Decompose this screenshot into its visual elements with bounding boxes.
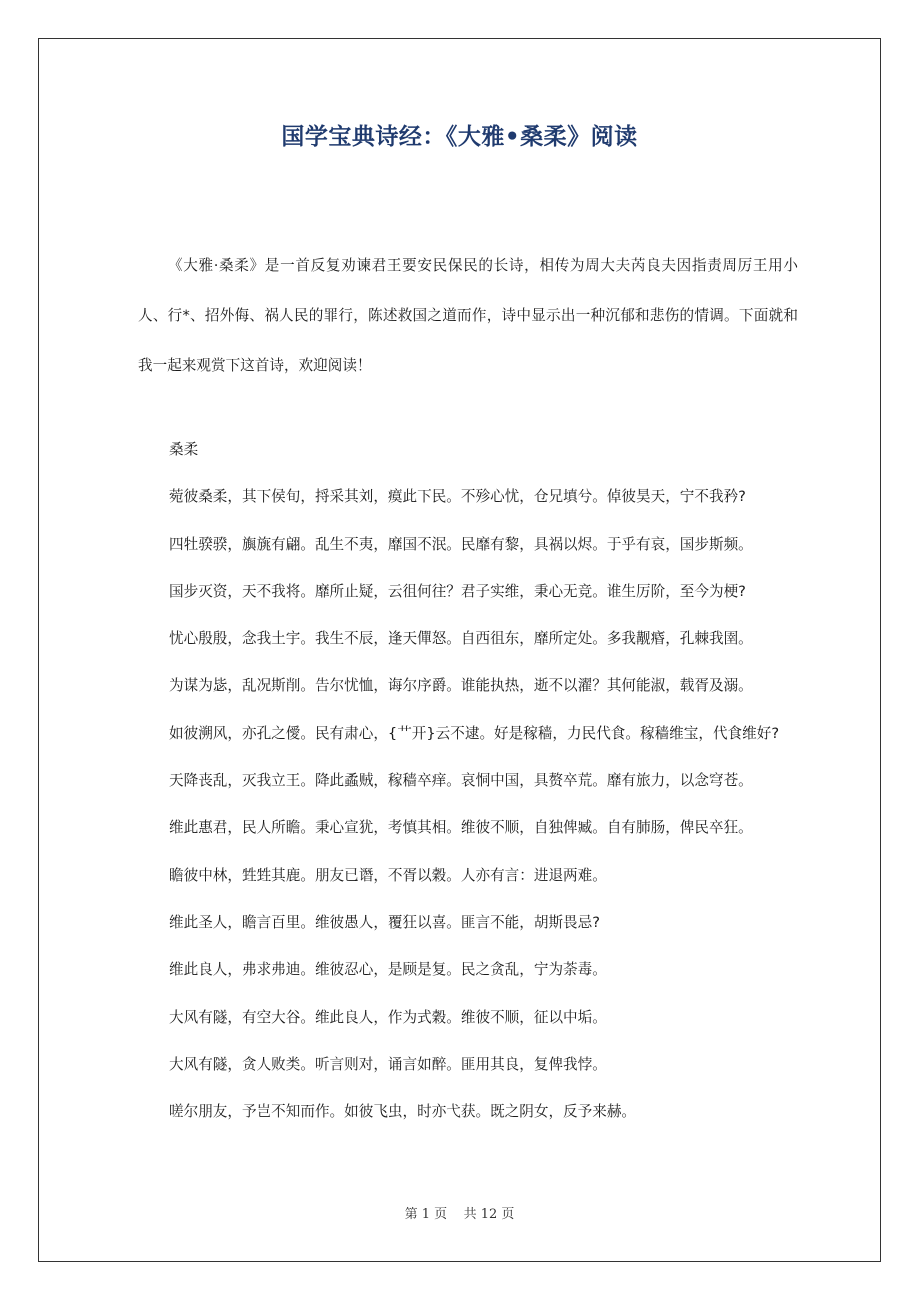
poem-stanza: 菀彼桑柔，其下侯旬，捋采其刘，瘼此下民。不殄心忧，仓兄填兮。倬彼昊天，宁不我矜? bbox=[169, 488, 746, 506]
poem-body bbox=[138, 426, 798, 1135]
poem-stanza: 嗟尔朋友，予岂不知而作。如彼飞虫，时亦弋获。既之阴女，反予来赫。 bbox=[169, 1103, 637, 1121]
poem-stanza: 维此良人，弗求弗迪。维彼忍心，是顾是复。民之贪乱，宁为荼毒。 bbox=[169, 961, 607, 979]
poem-stanza: 维此惠君，民人所瞻。秉心宣犹，考慎其相。维彼不顺，自独俾臧。自有肺肠，俾民卒狂。 bbox=[169, 819, 753, 837]
poem-stanza: 大风有隧，贪人败类。听言则对，诵言如醉。匪用其良，复俾我悖。 bbox=[169, 1055, 607, 1073]
poem-stanza: 忧心殷殷，念我土宇。我生不辰，逢天僤怒。自西徂东，靡所定处。多我觏痻，孔棘我圉。 bbox=[169, 630, 753, 648]
poem-stanza: 国步灭资，天不我将。靡所止疑，云徂何往？君子实维，秉心无竞。谁生厉阶，至今为梗? bbox=[169, 582, 746, 600]
poem-stanza: 四牡骙骙，旟旐有翩。乱生不夷，靡国不泯。民靡有黎，具祸以烬。于乎有哀，国步斯频。 bbox=[169, 535, 753, 553]
intro-paragraph: 《大雅·桑柔》是一首反复劝谏君王要安民保民的长诗，相传为周大夫芮良夫因指责周厉王用小人、行*、招外侮、祸人民的罪行，陈述救国之道而作，诗中显示出一种沉郁和悲伤的情调。下面就和我一起来观赏下这首诗，欢迎阅读！ bbox=[138, 257, 798, 374]
poem-stanza: 如彼溯风，亦孔之僾。民有肃心，{艹开}云不逮。好是稼穑，力民代食。稼穑维宝，代食维好? bbox=[169, 724, 780, 742]
poem-stanza: 瞻彼中林，甡甡其鹿。朋友已谮，不胥以穀。人亦有言：进退两难。 bbox=[169, 866, 607, 884]
page-number-footer: 第 1 页 共 12 页 bbox=[404, 1207, 515, 1222]
poem-stanza: 维此圣人，瞻言百里。维彼愚人，覆狂以喜。匪言不能，胡斯畏忌? bbox=[169, 913, 600, 931]
document-title: 国学宝典诗经：《大雅•桑柔》阅读 bbox=[281, 124, 638, 150]
poem-stanza: 天降丧乱，灭我立王。降此蟊贼，稼穑卒痒。哀恫中国，具赘卒荒。靡有旅力，以念穹苍。 bbox=[169, 772, 753, 790]
poem-title: 桑柔 bbox=[169, 441, 199, 458]
poem-stanza: 为谋为毖，乱况斯削。告尔忧恤，诲尔序爵。谁能执热，逝不以濯？其何能淑，载胥及溺。 bbox=[169, 677, 753, 695]
poem-stanza: 大风有隧，有空大谷。维此良人，作为式穀。维彼不顺，征以中垢。 bbox=[169, 1008, 607, 1026]
